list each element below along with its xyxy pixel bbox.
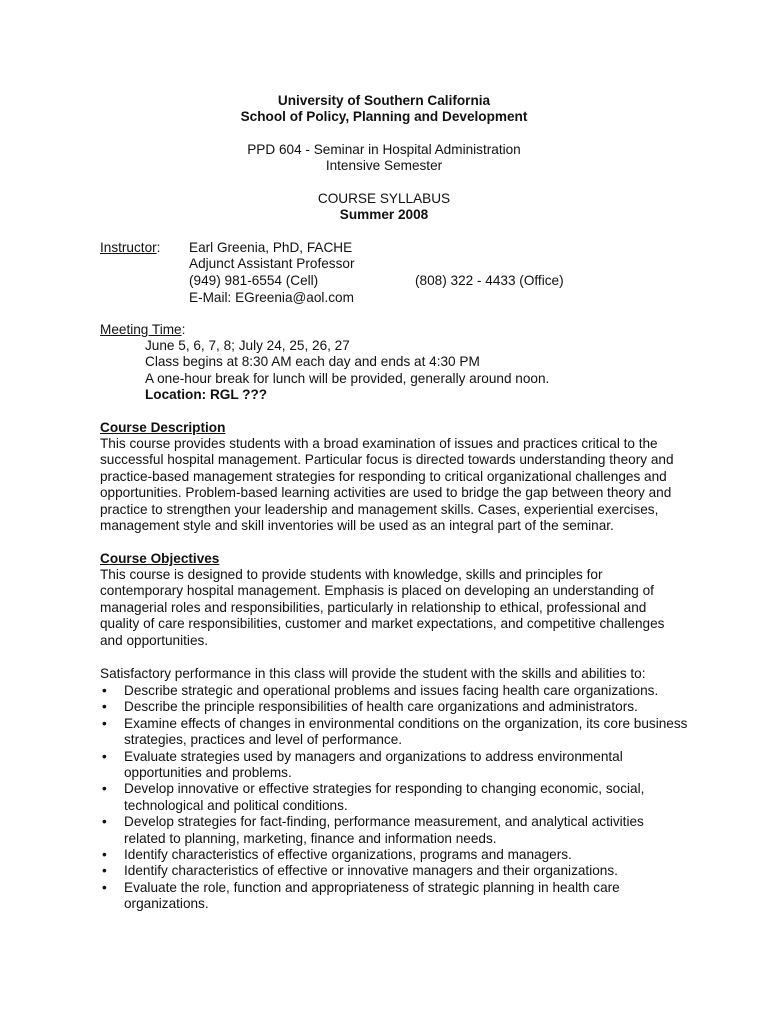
description-line: management style and skill inventories will be used as an integral part of the seminar. — [100, 518, 614, 534]
list-item-text: technological and political conditions. — [124, 797, 348, 813]
objectives-line: This course is designed to provide students with knowledge, skills and principles for — [100, 567, 603, 582]
meeting-hours: Class begins at 8:30 AM each day and ends at 4:30 PM — [145, 354, 480, 369]
instructor-label-wrap — [100, 240, 160, 256]
list-item — [100, 749, 700, 782]
bullet-marker: • — [102, 699, 107, 715]
list-item — [100, 814, 700, 847]
list-item — [100, 847, 700, 863]
list-item — [100, 781, 700, 814]
bullet-marker: • — [102, 879, 107, 895]
university-name: University of Southern California — [277, 93, 491, 108]
list-item-text: Evaluate strategies used by managers and organizations to address environmental — [124, 748, 623, 764]
meeting-label-wrap — [100, 322, 185, 338]
list-item — [100, 716, 700, 749]
description-body — [100, 436, 674, 534]
meeting-label: Meeting Time — [100, 322, 182, 337]
bullet-marker: • — [102, 863, 107, 879]
instructor-email: E-Mail: EGreenia@aol.com — [189, 290, 354, 305]
meeting-dates: June 5, 6, 7, 8; July 24, 25, 26, 27 — [145, 338, 350, 353]
objectives-body — [100, 567, 665, 649]
instructor-name: Earl Greenia, PhD, FACHE — [189, 240, 353, 255]
instructor-title: Adjunct Assistant Professor — [189, 256, 355, 271]
bullet-marker: • — [102, 781, 107, 797]
objectives-line: managerial roles and responsibilities, particularly in relationship to ethical, professional and — [100, 599, 647, 615]
list-item — [100, 699, 700, 715]
list-item — [100, 683, 700, 699]
objectives-heading: Course Objectives — [100, 551, 220, 566]
objectives-line: and opportunities. — [100, 632, 209, 648]
school-name: School of Policy, Planning and Development — [240, 109, 528, 124]
list-item-text: Develop innovative or effective strategies for responding to changing economic, social, — [124, 781, 645, 797]
list-item-text: related to planning, marketing, finance and information needs. — [124, 830, 497, 846]
instructor-colon: : — [156, 240, 161, 255]
objectives-list — [100, 683, 700, 913]
meeting-location: Location: RGL ??? — [145, 387, 268, 402]
bullet-marker: • — [102, 683, 107, 698]
description-heading: Course Description — [100, 420, 226, 435]
bullet-marker: • — [102, 814, 107, 830]
instructor-label: Instructor — [100, 240, 157, 255]
list-item-text: Identify characteristics of effective or innovative managers and their organizations. — [124, 863, 618, 879]
list-item-text: Develop strategies for fact-finding, performance measurement, and analytical activities — [124, 814, 644, 830]
list-item-text: strategies, practices and level of performance. — [124, 732, 403, 748]
list-item — [100, 880, 700, 913]
description-line: This course provides students with a broad examination of issues and practices critical to the — [100, 436, 658, 451]
objectives-intro: Satisfactory performance in this class will provide the student with the skills and abilities to: — [100, 666, 646, 681]
bullet-marker: • — [102, 847, 107, 863]
bullet-marker: • — [102, 748, 107, 764]
syllabus-heading: COURSE SYLLABUS — [317, 191, 451, 206]
list-item-text: organizations. — [124, 896, 209, 912]
list-item-text: Describe the principle responsibilities of health care organizations and administrators. — [124, 699, 638, 715]
description-line: opportunities. Problem-based learning activities are used to bridge the gap between theory and — [100, 485, 672, 501]
semester-type: Intensive Semester — [325, 158, 443, 173]
list-item-text: Examine effects of changes in environmental conditions on the organization, its core business — [124, 715, 688, 731]
objectives-line: contemporary hospital management. Emphasis is placed on developing an understanding of — [100, 583, 654, 599]
instructor-cell: (949) 981-6554 (Cell) — [189, 273, 319, 288]
description-line: practice-based management strategies for responding to critical organizational challenges and — [100, 468, 667, 484]
course-title: PPD 604 - Seminar in Hospital Administration — [247, 142, 521, 157]
description-line: practice to strengthen your leadership and management skills. Cases, experiential exercises, — [100, 501, 659, 517]
bullet-marker: • — [102, 715, 107, 731]
objectives-line: quality of care responsibilities, customer and market expectations, and competitive challenges — [100, 616, 665, 632]
description-line: successful hospital management. Particular focus is directed towards understanding theory and — [100, 452, 674, 468]
list-item-text: Evaluate the role, function and appropriateness of strategic planning in health care — [124, 879, 620, 895]
list-item-text: Describe strategic and operational problems and issues facing health care organizations. — [124, 683, 659, 698]
term: Summer 2008 — [339, 207, 429, 222]
list-item — [100, 863, 700, 879]
meeting-colon: : — [181, 322, 186, 337]
instructor-office: (808) 322 - 4433 (Office) — [415, 273, 564, 288]
meeting-lunch: A one-hour break for lunch will be provided, generally around noon. — [145, 371, 550, 386]
list-item-text: Identify characteristics of effective organizations, programs and managers. — [124, 847, 572, 863]
list-item-text: opportunities and problems. — [124, 765, 292, 781]
